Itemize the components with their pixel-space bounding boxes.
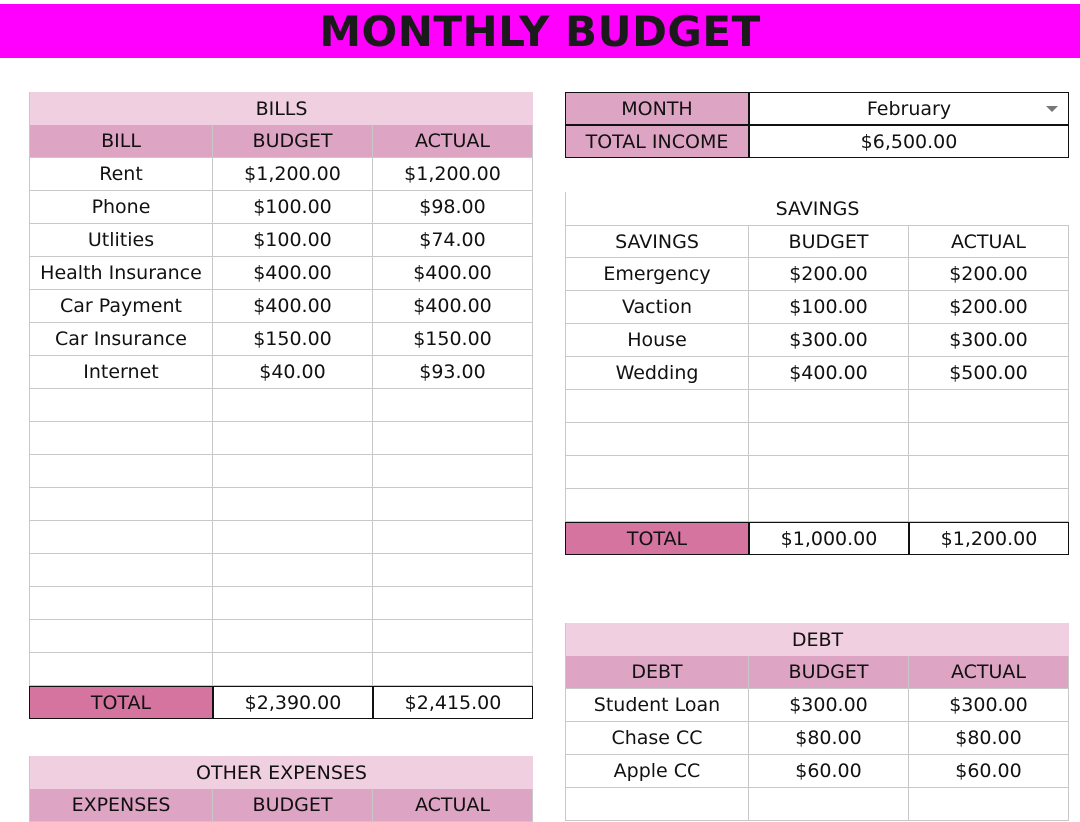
bills-row-cell[interactable] (373, 653, 533, 686)
bills-row-cell[interactable] (213, 587, 373, 620)
bills-total-label: TOTAL (29, 686, 213, 719)
savings-row-cell[interactable]: $200.00 (749, 258, 909, 291)
savings-row-cell[interactable]: $400.00 (749, 357, 909, 390)
bills-total-budget[interactable]: $2,390.00 (213, 686, 373, 719)
bills-row (29, 290, 533, 323)
bills-row-cell[interactable]: Car Insurance (29, 323, 213, 356)
bills-row-cell[interactable] (373, 488, 533, 521)
savings-row (565, 456, 1069, 489)
bills-row-cell[interactable] (29, 389, 213, 422)
bills-row-cell[interactable] (213, 653, 373, 686)
debt-table (565, 623, 1069, 821)
bills-row-cell[interactable] (29, 521, 213, 554)
savings-row-cell[interactable] (909, 489, 1069, 522)
bills-row-cell[interactable]: $40.00 (213, 356, 373, 389)
savings-row-cell[interactable] (565, 489, 749, 522)
savings-row-cell[interactable]: Wedding (565, 357, 749, 390)
debt-header-actual: ACTUAL (909, 656, 1069, 689)
debt-row-cell[interactable]: Apple CC (565, 755, 749, 788)
savings-row-cell[interactable] (749, 489, 909, 522)
bills-row-cell[interactable] (373, 521, 533, 554)
bills-row (29, 587, 533, 620)
savings-row-cell[interactable] (749, 423, 909, 456)
savings-row-cell[interactable]: Emergency (565, 258, 749, 291)
debt-header-budget: BUDGET (749, 656, 909, 689)
bills-row (29, 455, 533, 488)
bills-row-cell[interactable] (29, 455, 213, 488)
bills-header-budget: BUDGET (213, 125, 373, 158)
other-header-actual: ACTUAL (373, 789, 533, 822)
bills-row-cell[interactable] (373, 389, 533, 422)
savings-row-cell[interactable] (909, 423, 1069, 456)
bills-header-actual: ACTUAL (373, 125, 533, 158)
debt-row (565, 788, 1069, 821)
savings-header-savings: SAVINGS (565, 225, 749, 258)
bills-row-cell[interactable]: $150.00 (213, 323, 373, 356)
total-income-value[interactable]: $6,500.00 (749, 125, 1069, 158)
savings-row-cell[interactable]: $500.00 (909, 357, 1069, 390)
bills-row-cell[interactable]: $74.00 (373, 224, 533, 257)
bills-row (29, 422, 533, 455)
bills-row-cell[interactable]: Car Payment (29, 290, 213, 323)
bills-row-cell[interactable]: Rent (29, 158, 213, 191)
dropdown-arrow-icon[interactable] (1046, 106, 1058, 112)
bills-row-cell[interactable] (29, 653, 213, 686)
bills-row-cell[interactable]: $150.00 (373, 323, 533, 356)
title-banner (0, 4, 1080, 58)
savings-row (565, 423, 1069, 456)
debt-row-cell[interactable] (565, 788, 749, 821)
bills-row-cell[interactable]: $1,200.00 (373, 158, 533, 191)
savings-row-cell[interactable]: $100.00 (749, 291, 909, 324)
bills-row (29, 224, 533, 257)
savings-header-budget: BUDGET (749, 225, 909, 258)
savings-row-cell[interactable]: House (565, 324, 749, 357)
bills-row-cell[interactable]: Phone (29, 191, 213, 224)
debt-row-cell[interactable]: $80.00 (749, 722, 909, 755)
debt-row (565, 689, 1069, 722)
debt-row-cell[interactable]: Student Loan (565, 689, 749, 722)
savings-row (565, 324, 1069, 357)
bills-row (29, 323, 533, 356)
bills-row (29, 356, 533, 389)
bills-row-cell[interactable]: $93.00 (373, 356, 533, 389)
bills-row-cell[interactable]: $100.00 (213, 224, 373, 257)
savings-title: SAVINGS (565, 192, 1069, 225)
bills-title: BILLS (29, 92, 533, 125)
bills-row (29, 653, 533, 686)
debt-row-cell[interactable]: $300.00 (909, 689, 1069, 722)
debt-row-cell[interactable]: $60.00 (749, 755, 909, 788)
bills-row-cell[interactable] (213, 422, 373, 455)
bills-row-cell[interactable] (213, 455, 373, 488)
savings-row-cell[interactable]: $300.00 (909, 324, 1069, 357)
other-expenses-table (29, 756, 533, 822)
savings-row (565, 291, 1069, 324)
bills-table (29, 92, 533, 719)
savings-row (565, 258, 1069, 291)
bills-row (29, 191, 533, 224)
bills-row (29, 620, 533, 653)
bills-row-cell[interactable] (29, 554, 213, 587)
bills-row (29, 521, 533, 554)
bills-row-cell[interactable]: $400.00 (213, 257, 373, 290)
bills-row-cell[interactable]: Utlities (29, 224, 213, 257)
debt-row-cell[interactable] (749, 788, 909, 821)
total-income-label: TOTAL INCOME (565, 125, 749, 158)
savings-row (565, 489, 1069, 522)
bills-row (29, 488, 533, 521)
savings-row (565, 357, 1069, 390)
debt-title: DEBT (565, 623, 1069, 656)
bills-row-cell[interactable]: $400.00 (373, 290, 533, 323)
page-title: MONTHLY BUDGET (319, 6, 761, 56)
bills-row-cell[interactable]: $1,200.00 (213, 158, 373, 191)
bills-row-cell[interactable] (213, 620, 373, 653)
bills-row-cell[interactable] (29, 620, 213, 653)
other-header-expenses: EXPENSES (29, 789, 213, 822)
savings-row-cell[interactable] (565, 390, 749, 423)
bills-row-cell[interactable] (213, 554, 373, 587)
bills-row (29, 158, 533, 191)
bills-row-cell[interactable]: $98.00 (373, 191, 533, 224)
bills-row (29, 389, 533, 422)
bills-row-cell[interactable] (373, 422, 533, 455)
debt-row-cell[interactable]: $60.00 (909, 755, 1069, 788)
bills-row-cell[interactable] (29, 422, 213, 455)
savings-row-cell[interactable] (909, 390, 1069, 423)
bills-row-cell[interactable]: $400.00 (373, 257, 533, 290)
bills-row-cell[interactable] (29, 488, 213, 521)
other-expenses-title: OTHER EXPENSES (29, 756, 533, 789)
bills-row-cell[interactable]: $400.00 (213, 290, 373, 323)
debt-row-cell[interactable]: $80.00 (909, 722, 1069, 755)
debt-row-cell[interactable]: $300.00 (749, 689, 909, 722)
debt-row-cell[interactable] (909, 788, 1069, 821)
savings-total-actual[interactable]: $1,200.00 (909, 522, 1069, 555)
savings-row-cell[interactable] (749, 390, 909, 423)
month-income-box (565, 92, 1069, 158)
bills-header-bill: BILL (29, 125, 213, 158)
bills-row-cell[interactable] (373, 587, 533, 620)
savings-row (565, 390, 1069, 423)
debt-row (565, 722, 1069, 755)
bills-total-actual[interactable]: $2,415.00 (373, 686, 533, 719)
savings-total-label: TOTAL (565, 522, 749, 555)
bills-row-cell[interactable] (213, 488, 373, 521)
month-select[interactable] (749, 92, 1069, 125)
savings-row-cell[interactable] (565, 456, 749, 489)
savings-row-cell[interactable] (565, 423, 749, 456)
savings-table (565, 192, 1069, 555)
bills-row-cell[interactable]: $100.00 (213, 191, 373, 224)
savings-row-cell[interactable]: $200.00 (909, 291, 1069, 324)
debt-row (565, 755, 1069, 788)
savings-row-cell[interactable]: $200.00 (909, 258, 1069, 291)
savings-row-cell[interactable] (909, 456, 1069, 489)
month-label: MONTH (565, 92, 749, 125)
savings-row-cell[interactable] (749, 456, 909, 489)
bills-row-cell[interactable] (213, 521, 373, 554)
savings-header-actual: ACTUAL (909, 225, 1069, 258)
bills-row (29, 257, 533, 290)
bills-row-cell[interactable]: Health Insurance (29, 257, 213, 290)
bills-row-cell[interactable]: Internet (29, 356, 213, 389)
savings-row-cell[interactable]: $300.00 (749, 324, 909, 357)
debt-row-cell[interactable]: Chase CC (565, 722, 749, 755)
savings-row-cell[interactable]: Vaction (565, 291, 749, 324)
bills-row-cell[interactable] (373, 554, 533, 587)
bills-row-cell[interactable] (373, 620, 533, 653)
savings-total-budget[interactable]: $1,000.00 (749, 522, 909, 555)
bills-row-cell[interactable] (213, 389, 373, 422)
month-value: February (866, 97, 952, 120)
bills-row-cell[interactable] (373, 455, 533, 488)
other-header-budget: BUDGET (213, 789, 373, 822)
bills-row-cell[interactable] (29, 587, 213, 620)
bills-row (29, 554, 533, 587)
debt-header-debt: DEBT (565, 656, 749, 689)
